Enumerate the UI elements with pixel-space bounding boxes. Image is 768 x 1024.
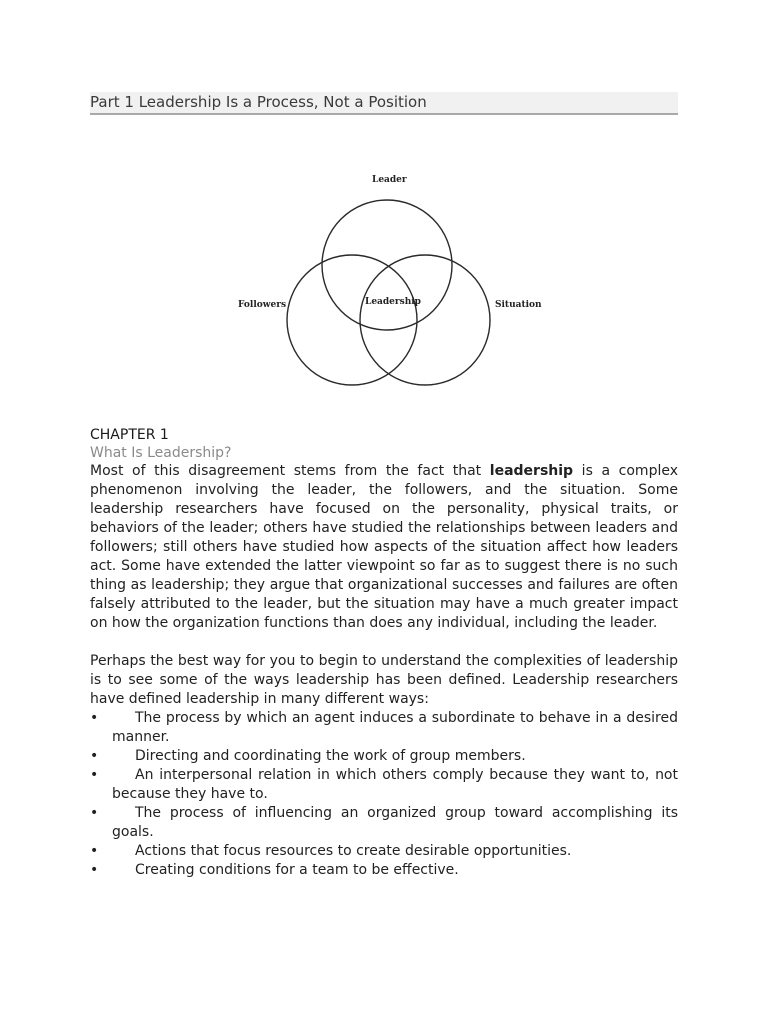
paragraph-definitions-intro: Perhaps the best way for you to begin to understand the complexities of leadership is to see some of the ways leadership has been defined. Leadership researchers have defined leadership in many different ways: (90, 653, 678, 707)
leader-label: Leader (372, 175, 407, 185)
bullet-icon: • (90, 710, 99, 726)
list-item-text: An interpersonal relation in which others comply because they want to, not because they have to. (112, 767, 678, 802)
list-item-text: Actions that focus resources to create desirable opportunities. (135, 843, 572, 859)
list-item-text: Directing and coordinating the work of group members. (135, 748, 526, 764)
list-item-text: The process by which an agent induces a subordinate to behave in a desired manner. (112, 710, 678, 745)
bullet-icon: • (90, 843, 99, 859)
list-item (90, 842, 678, 861)
list-item (90, 804, 678, 842)
list-item-text: The process of influencing an organized group toward accomplishing its goals. (112, 805, 678, 840)
part-header: Part 1 Leadership Is a Process, Not a Position (90, 92, 678, 115)
list-item (90, 861, 678, 880)
leadership-term: leadership (489, 463, 574, 479)
chapter-title: What Is Leadership? (90, 445, 232, 461)
list-item (90, 766, 678, 804)
paragraph-complexity (90, 462, 678, 633)
situation-circle (360, 255, 490, 385)
bullet-icon: • (90, 805, 99, 821)
bullet-icon: • (90, 748, 99, 764)
list-item (90, 709, 678, 747)
situation-label: Situation (495, 300, 542, 310)
followers-label: Followers (238, 300, 287, 310)
bullet-icon: • (90, 862, 99, 878)
list-item-text: Creating conditions for a team to be effective. (135, 862, 459, 878)
chapter-number: CHAPTER 1 (90, 427, 169, 443)
paragraph-complexity-rest: is a complex phenomenon involving the leader, the followers, and the situation. Some leadership researchers have focused on the personality, physical traits, or behaviors of the leader; others have studied the relationships between leaders and followers; still others have studied how aspects of the situation affect how leaders act. Some have extended the latter viewpoint so far as to suggest there is no such thing as leadership; they argue that organizational successes and failures are often falsely attributed to the leader, but the situation may have a much greater impact on how the organization functions than does any individual, including the leader. (90, 463, 678, 631)
document-page (90, 92, 678, 880)
leadership-center-label: Leadership (365, 297, 421, 307)
bullet-icon: • (90, 767, 99, 783)
definitions-list (90, 709, 678, 880)
paragraph-complexity-lead: Most of this disagreement stems from the fact that (90, 463, 490, 479)
list-item (90, 747, 678, 766)
venn-diagram (90, 145, 678, 395)
